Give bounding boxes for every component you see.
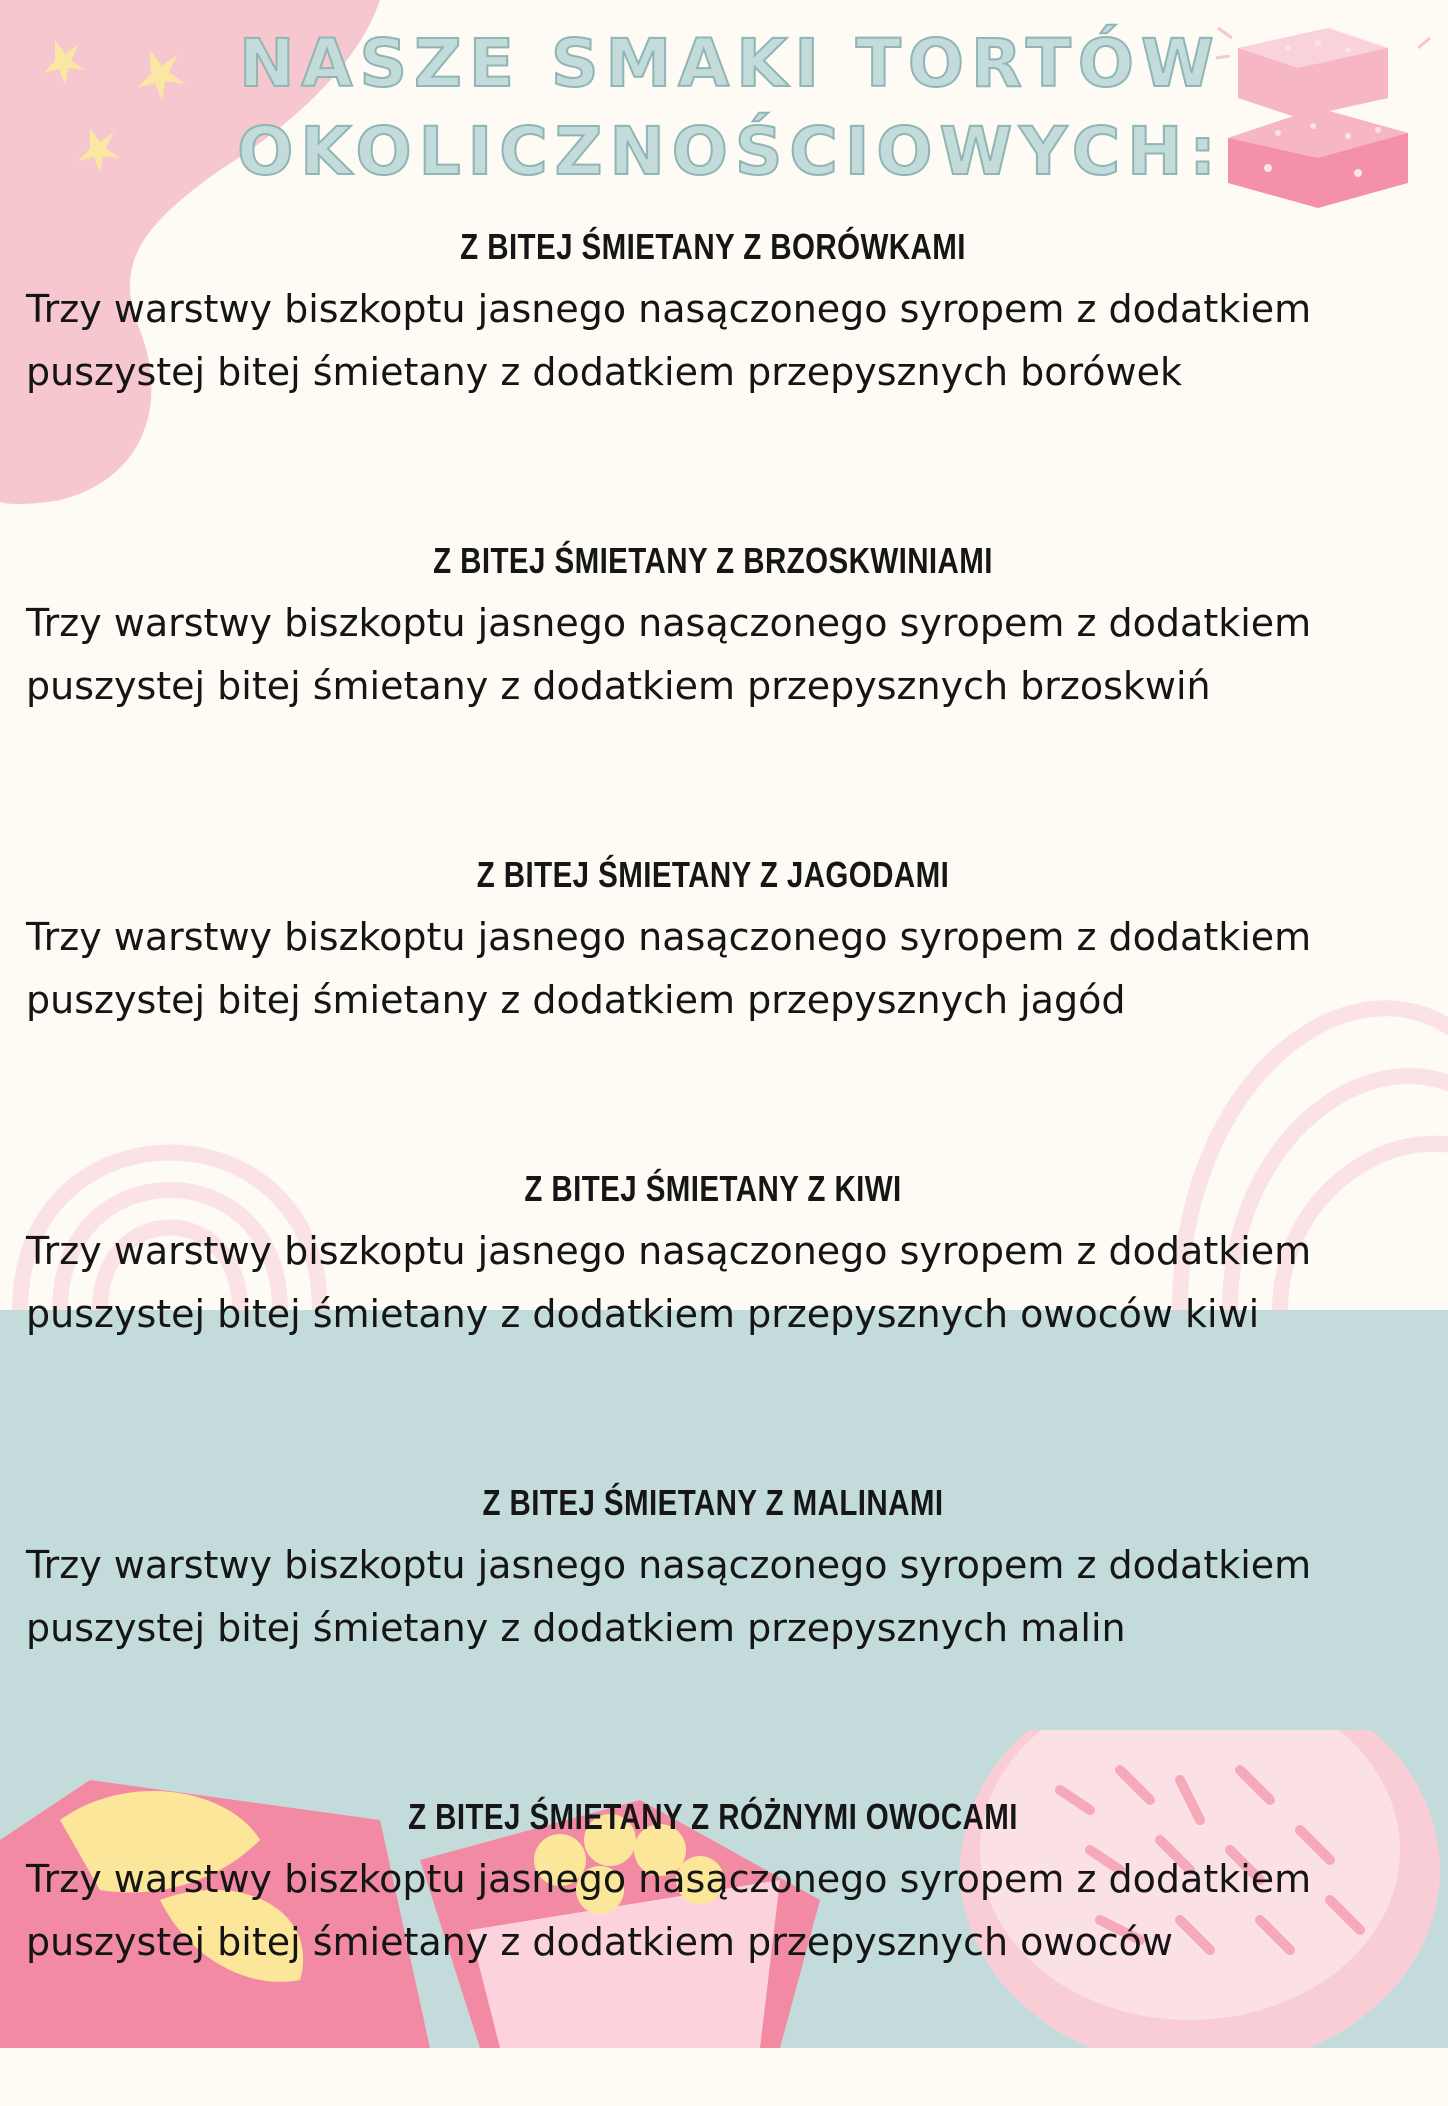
flavor-description: Trzy warstwy biszkoptu jasnego nasączonego syropem z dodatkiem puszystej bitej śmietany z dodatkiem przepysznych owoców kiwi bbox=[26, 1229, 1312, 1336]
flavor-name: Z BITEJ ŚMIETANY Z JAGODAMI bbox=[476, 854, 950, 895]
flavor-description: Trzy warstwy biszkoptu jasnego nasączonego syropem z dodatkiem puszystej bitej śmietany z dodatkiem przepysznych jagód bbox=[26, 915, 1312, 1022]
flavor-description: Trzy warstwy biszkoptu jasnego nasączonego syropem z dodatkiem puszystej bitej śmietany z dodatkiem przepysznych brzoskwiń bbox=[26, 601, 1312, 708]
flavor-name: Z BITEJ ŚMIETANY Z BRZOSKWINIAMI bbox=[433, 540, 993, 581]
title-line-1: NASZE SMAKI TORTÓW bbox=[239, 25, 1221, 102]
flavor-item bbox=[26, 1792, 1426, 2106]
flavor-description: Trzy warstwy biszkoptu jasnego nasączonego syropem z dodatkiem puszystej bitej śmietany z dodatkiem przepysznych borówek bbox=[26, 287, 1312, 394]
flavor-list bbox=[26, 222, 1426, 2106]
flavor-name: Z BITEJ ŚMIETANY Z MALINAMI bbox=[482, 1482, 944, 1523]
flavor-description: Trzy warstwy biszkoptu jasnego nasączonego syropem z dodatkiem puszystej bitej śmietany z dodatkiem przepysznych owoców bbox=[26, 1857, 1312, 1964]
flavor-item bbox=[26, 850, 1426, 1164]
title-line-2: OKOLICZNOŚCIOWYCH: bbox=[237, 113, 1223, 190]
flavor-item bbox=[26, 1164, 1426, 1478]
flavor-name: Z BITEJ ŚMIETANY Z KIWI bbox=[524, 1168, 902, 1209]
page-title bbox=[210, 20, 1250, 196]
flavor-name: Z BITEJ ŚMIETANY Z RÓŻNYMI OWOCAMI bbox=[408, 1796, 1018, 1837]
flavor-item bbox=[26, 222, 1426, 536]
flavor-item bbox=[26, 536, 1426, 850]
flavor-description: Trzy warstwy biszkoptu jasnego nasączonego syropem z dodatkiem puszystej bitej śmietany z dodatkiem przepysznych malin bbox=[26, 1543, 1312, 1650]
flavor-name: Z BITEJ ŚMIETANY Z BORÓWKAMI bbox=[460, 226, 966, 267]
flavor-item bbox=[26, 1478, 1426, 1792]
